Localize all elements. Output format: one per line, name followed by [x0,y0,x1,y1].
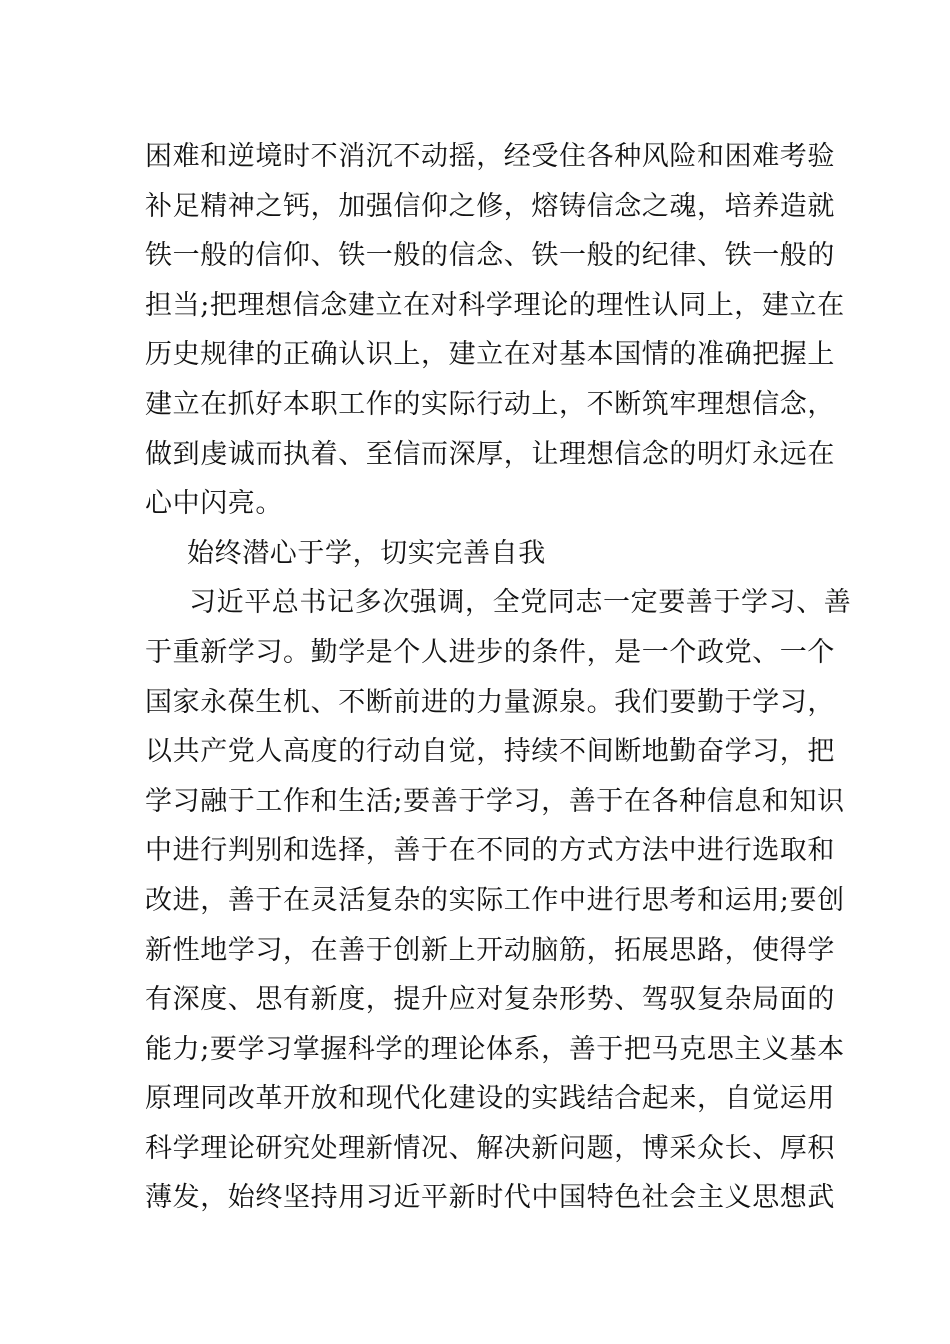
text-line: 有深度、思有新度，提升应对复杂形势、驾驭复杂局面的 [145,984,835,1016]
text-line: 建立在抓好本职工作的实际行动上，不断筑牢理想信念， [145,388,835,420]
text-line: 做到虔诚而执着、至信而深厚，让理想信念的明灯永远在 [145,438,835,470]
body-text [145,132,852,1223]
section-heading: 始终潜心于学，切实完善自我 [187,537,546,569]
text-line: 补足精神之钙，加强信仰之修，熔铸信念之魂，培养造就 [145,190,835,222]
text-line: 心中闪亮。 [145,488,283,520]
text-line: 原理同改革开放和现代化建设的实践结合起来，自觉运用 [145,1083,835,1115]
paragraph-first-line: 习近平总书记多次强调，全党同志一定要善于学习、善 [189,587,852,619]
text-line: 困难和逆境时不消沉不动摇，经受住各种风险和困难考验 [145,141,835,172]
text-line: 以共产党人高度的行动自觉，持续不间断地勤奋学习，把 [145,736,835,768]
text-line: 于重新学习。勤学是个人进步的条件，是一个政党、一个 [145,636,835,668]
text-line: 学习融于工作和生活;要善于学习，善于在各种信息和知识 [145,785,845,817]
text-line: 中进行判别和选择，善于在不同的方式方法中进行选取和 [145,835,835,867]
text-line: 薄发，始终坚持用习近平新时代中国特色社会主义思想武 [145,1182,835,1214]
text-line: 能力;要学习掌握科学的理论体系，善于把马克思主义基本 [145,1033,845,1065]
text-line: 历史规律的正确认识上，建立在对基本国情的准确把握上 [145,339,835,371]
text-line: 新性地学习，在善于创新上开动脑筋，拓展思路，使得学 [145,934,835,966]
text-line: 铁一般的信仰、铁一般的信念、铁一般的纪律、铁一般的 [145,240,835,272]
text-line: 科学理论研究处理新情况、解决新问题，博采众长、厚积 [145,1132,835,1164]
text-line: 国家永葆生机、不断前进的力量源泉。我们要勤于学习， [145,686,835,718]
text-line: 担当;把理想信念建立在对科学理论的理性认同上，建立在 [145,289,845,321]
text-line: 改进，善于在灵活复杂的实际工作中进行思考和运用;要创 [145,884,845,916]
